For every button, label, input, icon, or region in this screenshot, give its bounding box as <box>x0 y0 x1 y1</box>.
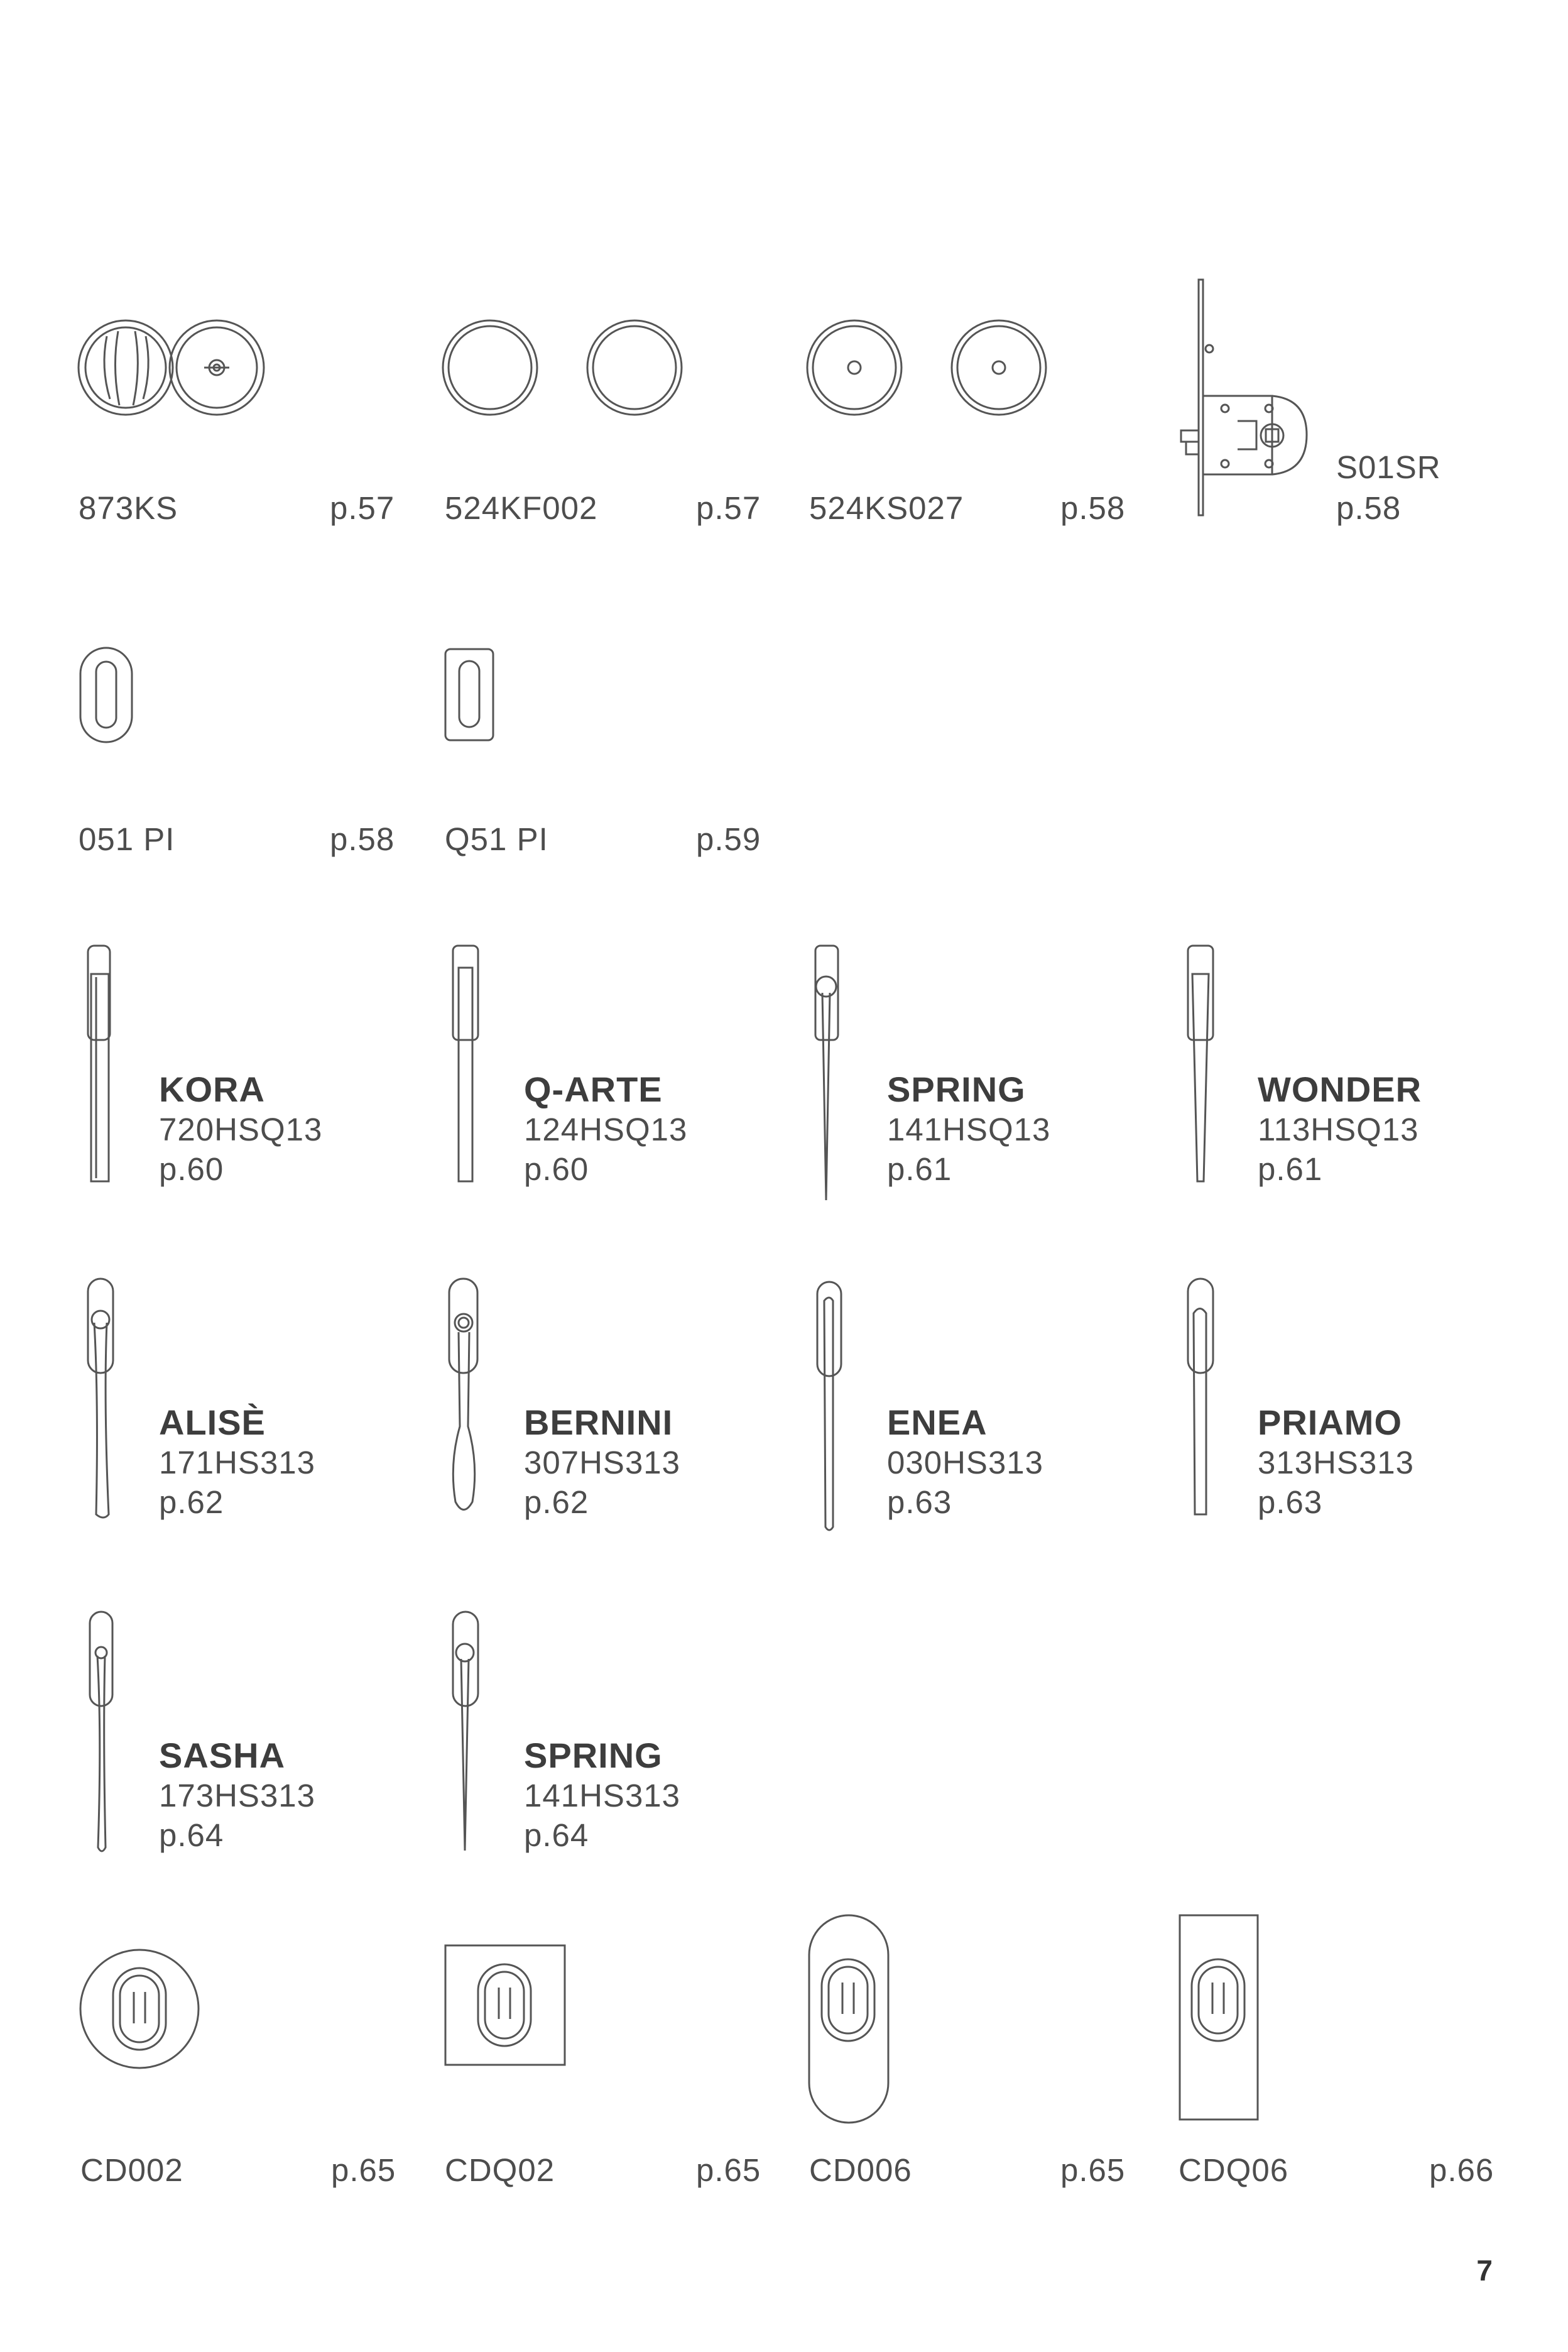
product-code: 524KS027 <box>809 490 964 526</box>
handle-wonder-block <box>1258 1069 1422 1187</box>
handle-q-arte-illustration <box>451 943 482 1188</box>
product-code: Q51 PI <box>445 821 548 857</box>
product-code: 720HSQ13 <box>159 1112 323 1147</box>
handle-sasha-block <box>159 1738 315 1851</box>
product-code: 124HSQ13 <box>524 1112 688 1147</box>
product-code: 051 PI <box>79 821 175 857</box>
product-name: BERNINI <box>524 1403 673 1442</box>
page-reference: p.65 <box>331 2152 396 2188</box>
product-name: SASHA <box>159 1736 286 1775</box>
product-name: Q-ARTE <box>524 1069 663 1109</box>
pull-051pi-illustration <box>79 646 135 747</box>
product-name: ENEA <box>887 1403 988 1442</box>
product-code: 030HS313 <box>887 1445 1044 1480</box>
pull-524ks027-illustration <box>804 317 1055 424</box>
page-reference: p.61 <box>887 1151 952 1187</box>
escutcheon-cd002-illustration <box>79 1948 204 2074</box>
product-name: ALISÈ <box>159 1403 266 1442</box>
page-reference: p.64 <box>159 1817 224 1853</box>
product-code: 313HS313 <box>1258 1445 1415 1480</box>
page-reference: p.63 <box>887 1484 952 1520</box>
product-code: 307HS313 <box>524 1445 681 1480</box>
handle-bernini-illustration <box>446 1276 490 1521</box>
handle-spring-illustration <box>814 943 845 1206</box>
product-code: CDQ02 <box>445 2152 555 2188</box>
product-code: 173HS313 <box>159 1778 316 1813</box>
page-reference: p.61 <box>1258 1151 1323 1187</box>
page-reference: p.66 <box>1429 2152 1494 2188</box>
product-name: SPRING <box>524 1736 663 1775</box>
product-code: 113HSQ13 <box>1258 1112 1419 1147</box>
product-code: S01SR <box>1336 449 1441 485</box>
product-name: KORA <box>159 1069 265 1109</box>
handle-priamo-illustration <box>1186 1276 1217 1521</box>
page-reference: p.62 <box>524 1484 589 1520</box>
handle-wonder-illustration <box>1186 943 1217 1188</box>
handle-spring-block <box>887 1069 1051 1187</box>
page-reference: p.62 <box>159 1484 224 1520</box>
page-reference: p.63 <box>1258 1484 1323 1520</box>
handle-sasha-illustration <box>87 1609 118 1854</box>
product-code: CDQ06 <box>1179 2152 1289 2188</box>
handle-priamo-block <box>1258 1405 1414 1518</box>
page-number: 7 <box>1476 2254 1493 2287</box>
product-name: PRIAMO <box>1258 1403 1402 1442</box>
handle-alise-illustration <box>85 1276 122 1521</box>
pull-q51pi-illustration <box>444 647 497 745</box>
page-reference: p.64 <box>524 1817 589 1853</box>
page-reference: p.57 <box>696 490 761 526</box>
page-reference: p.57 <box>330 490 395 526</box>
handle-kora-block <box>159 1069 323 1187</box>
product-code: 873KS <box>79 490 178 526</box>
page-reference: p.58 <box>1336 490 1402 526</box>
handle-spring-2-block <box>524 1738 680 1851</box>
product-code: CD006 <box>809 2152 912 2188</box>
handle-kora-illustration <box>85 943 116 1188</box>
escutcheon-cdq06-illustration <box>1178 1913 1266 2127</box>
handle-enea-illustration <box>815 1276 847 1540</box>
product-code: 141HS313 <box>524 1778 681 1813</box>
lock-s01sr-illustration <box>1175 276 1319 522</box>
product-code: CD002 <box>80 2152 183 2188</box>
page-reference: p.58 <box>1060 490 1126 526</box>
product-code: 141HSQ13 <box>887 1112 1051 1147</box>
escutcheon-cdq02-illustration <box>444 1944 569 2069</box>
product-code: 524KF002 <box>445 490 598 526</box>
page-reference: p.58 <box>330 821 395 857</box>
page-reference: p.60 <box>159 1151 224 1187</box>
page-reference: p.59 <box>696 821 761 857</box>
handle-q-arte-block <box>524 1069 688 1187</box>
pull-873ks-illustration <box>75 317 283 424</box>
handle-alise-block <box>159 1405 315 1518</box>
page-reference: p.65 <box>696 2152 761 2188</box>
page-reference: p.65 <box>1060 2152 1126 2188</box>
pull-524kf002-illustration <box>440 317 691 424</box>
escutcheon-cd006-illustration <box>807 1913 895 2127</box>
product-name: SPRING <box>887 1069 1026 1109</box>
handle-enea-block <box>887 1405 1043 1518</box>
handle-spring-2-illustration <box>451 1609 482 1860</box>
handle-bernini-block <box>524 1405 680 1518</box>
product-name: WONDER <box>1258 1069 1422 1109</box>
product-code: 171HS313 <box>159 1445 316 1480</box>
page-reference: p.60 <box>524 1151 589 1187</box>
